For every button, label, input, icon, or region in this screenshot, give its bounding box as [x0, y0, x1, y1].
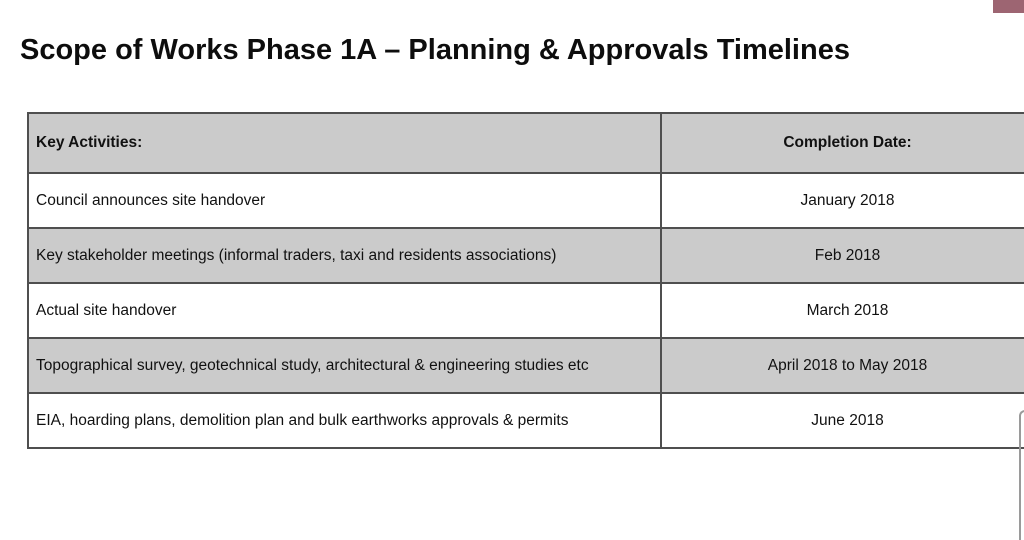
column-header-key-activities: Key Activities:	[28, 113, 661, 173]
timeline-table	[27, 112, 1024, 449]
activity-cell: Actual site handover	[28, 283, 661, 338]
table-row	[28, 228, 1024, 283]
activity-cell: Council announces site handover	[28, 173, 661, 228]
table-row	[28, 173, 1024, 228]
activity-cell: Topographical survey, geotechnical study, architectural & engineering studies etc	[28, 338, 661, 393]
date-cell: Feb 2018	[661, 228, 1024, 283]
date-cell: June 2018	[661, 393, 1024, 448]
date-cell: January 2018	[661, 173, 1024, 228]
date-cell: April 2018 to May 2018	[661, 338, 1024, 393]
page-title: Scope of Works Phase 1A – Planning & Approvals Timelines	[20, 34, 850, 66]
table-row	[28, 338, 1024, 393]
right-edge-rounded-line	[1019, 410, 1024, 540]
corner-accent-block	[993, 0, 1024, 13]
column-header-completion-date: Completion Date:	[661, 113, 1024, 173]
date-cell: March 2018	[661, 283, 1024, 338]
activity-cell: EIA, hoarding plans, demolition plan and bulk earthworks approvals & permits	[28, 393, 661, 448]
activity-cell: Key stakeholder meetings (informal traders, taxi and residents associations)	[28, 228, 661, 283]
table-header-row	[28, 113, 1024, 173]
table-row	[28, 393, 1024, 448]
table-row	[28, 283, 1024, 338]
